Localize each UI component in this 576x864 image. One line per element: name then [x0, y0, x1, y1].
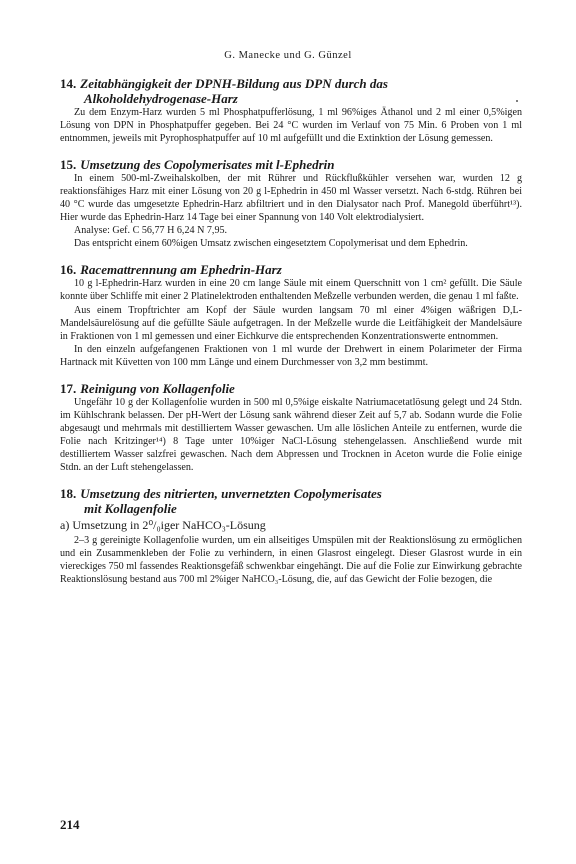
section-title: Zeitabhängigkeit der DPNH-Bildung aus DPN durch das	[80, 76, 388, 91]
section-title: Racemattrennung am Ephedrin-Harz	[80, 262, 282, 278]
section-number: 18.	[60, 486, 77, 502]
paragraph: Das entspricht einem 60%igen Umsatz zwischen eingesetztem Copolymerisat und dem Ephedrin.	[74, 238, 468, 250]
section-number: 17.	[60, 380, 77, 396]
paragraph: Zu dem Enzym-Harz wurden 5 ml Phosphatpufferlösung, 1 ml 96%iges Äthanol und 2 ml einer 0,5%igen Lösung von DPN in Phosphatpuffer gegeben. Bei 24 °C wurden im Verlauf von 75 Min. 6 Proben von 1 ml entnommen, jeweils mit Pyrophosphatpuffer auf 10 ml aufgefüllt und die Extinktion der Lösung gemessen.	[60, 107, 522, 145]
section-title-continued: Alkoholdehydrogenase-Harz	[84, 91, 238, 106]
paragraph: In den einzeln aufgefangenen Fraktionen von 1 ml wurde der Drehwert in einem Polarimeter der Firma Hartnack mit Küvetten von 100 mm Länge und einem Durchmesser von 3,2 mm bestimmt.	[60, 343, 522, 368]
section-16	[60, 262, 522, 368]
paragraph: 2–3 g gereinigte Kollagenfolie wurden, um ein allseitiges Umspülen mit der Reaktionslösung zu ermöglichen und ein Zusammenkleben der Folie zu verhindern, in einen Glasrost eingelegt. Dieser Glasrost wurde in ein viereckiges 750 ml fassendes Reaktionsgefäß schwenkbar eingehängt. Die auf die Folie zur Einwirkung gebrachte Reaktionslösung bestand aus 700 ml 2%iger NaHCO₃-Lösung, die, auf das Gewicht der Folie bezogen, die	[60, 535, 522, 586]
subsection-heading: a) Umsetzung in 2⁰/₀iger NaHCO₃-Lösung	[60, 518, 266, 533]
section-15	[60, 157, 522, 250]
section-title: Umsetzung des Copolymerisates mit l-Ephedrin	[80, 157, 335, 173]
section-title: Reinigung von Kollagenfolie	[80, 380, 235, 396]
paragraph: In einem 500-ml-Zweihalskolben, der mit Rührer und Rückflußkühler versehen war, wurden 12 g reaktionsfähiges Harz mit einer Lösung von 20 g l-Ephedrin in 450 ml Wasser versetzt. Nach 6-stdg. Rühren bei 40 °C wurde das umgesetzte Ephedrin-Harz abfiltriert und in den Dialysator nach Prof. Manegold überführt¹³). Hier wurde das Ephedrin-Harz 14 Tage bei einer Spannung von 140 Volt elektrodialysiert.	[60, 173, 522, 224]
section-number: 15.	[60, 157, 77, 173]
paragraph: Ungefähr 10 g der Kollagenfolie wurden in 500 ml 0,5%ige eiskalte Natriumacetatlösung gelegt und 24 Stdn. im Kühlschrank belassen. Der pH-Wert der Lösung sank während dieser Zeit auf 5,7 ab. Sodann wurde die Folie abgesaugt und mehrmals mit destilliertem Wasser gewaschen. Um alle löslichen Anteile zu entfernen, wurde die Folie nach Kritzinger¹⁴) 8 Tage unter 10%iger NaCl-Lösung stehengelassen. Anschließend wurde mit destilliertem Wasser salzfrei gewaschen. Nach dem Abpressen und Trocknen in Aceton wurde die Folie einige Stdn. an der Luft stehengelassen.	[60, 396, 522, 473]
section-14	[60, 76, 522, 145]
section-heading	[60, 381, 522, 396]
running-head: G. Manecke und G. Günzel	[224, 50, 352, 61]
section-number: 14.	[60, 76, 77, 91]
section-heading	[60, 76, 522, 106]
section-title: Umsetzung des nitrierten, unvernetzten Copolymerisates	[80, 486, 382, 502]
page-number: 214	[60, 817, 80, 832]
section-number: 16.	[60, 262, 77, 278]
article-body	[60, 76, 522, 586]
section-heading	[60, 262, 522, 277]
section-18	[60, 486, 522, 586]
paragraph: 10 g l-Ephedrin-Harz wurden in eine 20 cm lange Säule mit einem Querschnitt von 1 cm² gefüllt. Die Säule konnte über Schliffe mit einer 2 Platinelektroden enthaltenden Meßzelle verbunden werden, die genau 1 ml faßte.	[60, 278, 522, 303]
section-heading	[60, 486, 522, 516]
section-heading	[60, 157, 522, 172]
analysis-line: Analyse: Gef. C 56,77 H 6,24 N 7,95.	[74, 225, 228, 237]
section-17	[60, 381, 522, 474]
paragraph: Aus einem Tropftrichter am Kopf der Säule wurden langsam 70 ml einer 4%igen wäßrigen D,L-Mandelsäurelösung auf die gefüllte Säule aufgetragen. In der Meßzelle wurde die Leitfähigkeit der Mandelsäure in Fraktionen von 1 ml gemessen und einer Eichkurve die entsprechenden Konzentrationswerte entnommen.	[60, 304, 522, 342]
section-title-continued: mit Kollagenfolie	[84, 501, 177, 517]
